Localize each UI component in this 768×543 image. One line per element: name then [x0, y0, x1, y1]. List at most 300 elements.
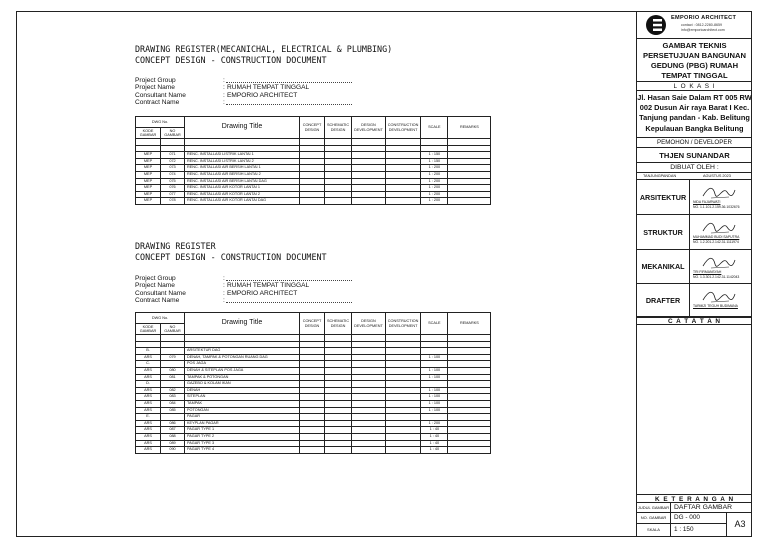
empty-cell — [448, 341, 491, 348]
kode-cell: ARS — [136, 354, 161, 361]
title-cell: RENC. INSTALLASI LISTRIK LANTAI 1 — [185, 152, 300, 159]
no-gambar-header: NO GAMBAR — [161, 324, 185, 335]
table-row — [136, 152, 491, 159]
title-cell: TAMPAK — [185, 400, 300, 407]
no-cell: 082 — [161, 387, 185, 394]
no-cell — [161, 414, 185, 421]
concept-cell — [300, 433, 325, 440]
remarks-cell — [448, 420, 491, 427]
title-cell: GAZEBO & KOLAM IKAN — [185, 381, 300, 388]
kode-cell: MEP — [136, 191, 161, 198]
judul-row — [637, 503, 752, 513]
kode-cell: ARS — [136, 433, 161, 440]
construction-dev-cell — [385, 387, 421, 394]
concept-cell — [300, 394, 325, 401]
title-cell: TAMPAK & POTONGAN — [185, 374, 300, 381]
judul-label: JUDUL GAMBAR — [637, 503, 671, 513]
signatory-reg: NO. 1.1.101.2.159.36.1032676 — [693, 205, 740, 209]
no-cell — [161, 381, 185, 388]
design-dev-cell — [352, 440, 386, 447]
design-dev-cell — [352, 185, 386, 192]
register2-title — [135, 241, 327, 263]
schematic-cell — [325, 414, 352, 421]
concept-cell — [300, 361, 325, 368]
remarks-cell — [448, 407, 491, 414]
schematic-cell — [325, 374, 352, 381]
scale-cell: 1 : 100 — [421, 394, 448, 401]
empty-cell — [421, 341, 448, 348]
concept-cell — [300, 158, 325, 165]
colon: : — [223, 84, 225, 92]
dotted-line — [226, 104, 352, 105]
scale-cell: 1 : 200 — [421, 191, 448, 198]
title-cell: PAGAR — [185, 414, 300, 421]
schematic-design-header: SCHEMATIC DESIGN — [325, 313, 352, 335]
lokasi-label: L O K A S I — [637, 82, 752, 91]
design-dev-cell — [352, 152, 386, 159]
title-cell: DENAH & SITEPLAN POS JAGA — [185, 367, 300, 374]
kode-cell: MEP — [136, 158, 161, 165]
scale-cell: 1 : 100 — [421, 354, 448, 361]
table-row — [136, 407, 491, 414]
empty-cell — [325, 341, 352, 348]
firm-email: info@emporioarchitect.com — [681, 28, 725, 32]
keterangan-label: K E T E R A N G A N — [637, 494, 752, 503]
table-row — [136, 420, 491, 427]
construction-dev-cell — [385, 433, 421, 440]
concept-cell — [300, 185, 325, 192]
judul-value: DAFTAR GAMBAR — [674, 504, 733, 511]
title-cell: RENC. INSTALLASI AIR KOTOR LANTAI 2 — [185, 191, 300, 198]
kode-cell: D. — [136, 381, 161, 388]
remarks-cell — [448, 367, 491, 374]
construction-dev-cell — [385, 407, 421, 414]
project-name-value: RUMAH TEMPAT TINGGAL — [227, 282, 310, 290]
scale-cell: 1 : 150 — [421, 152, 448, 159]
no-cell: 088 — [161, 433, 185, 440]
empty-cell — [352, 145, 386, 152]
scale-cell: 1 : 100 — [421, 387, 448, 394]
signatory-reg: NO. 1.3.301.2.142.31.1142043 — [693, 275, 740, 279]
no-cell: 085 — [161, 407, 185, 414]
concept-cell — [300, 414, 325, 421]
consultant-name-label: Consultant Name — [135, 91, 186, 99]
schematic-cell — [325, 361, 352, 368]
scale-cell: 1 : 200 — [421, 178, 448, 185]
scale-cell: 1 : 100 — [421, 407, 448, 414]
place: TANJUNGPANDAN — [643, 174, 677, 178]
table-row — [136, 400, 491, 407]
remarks-cell — [448, 354, 491, 361]
signatory-name: TRI FIRMANSYAH — [693, 270, 722, 274]
design-dev-cell — [352, 400, 386, 407]
skala-value: 1 : 150 — [674, 526, 694, 533]
empty-cell — [352, 139, 386, 146]
remarks-cell — [448, 394, 491, 401]
schematic-cell — [325, 387, 352, 394]
kode-cell: ARS — [136, 400, 161, 407]
remarks-cell — [448, 387, 491, 394]
kode-cell: E. — [136, 414, 161, 421]
construction-dev-cell — [385, 198, 421, 205]
empty-cell — [161, 139, 185, 146]
section-row — [136, 361, 491, 368]
signatory-name: MUHAMMAD BUDI SAPUTRA — [693, 235, 740, 239]
construction-dev-cell — [385, 158, 421, 165]
schematic-cell — [325, 427, 352, 434]
table-row — [136, 367, 491, 374]
concept-cell — [300, 171, 325, 178]
title-cell: PAGAR TYPE 3 — [185, 440, 300, 447]
scale-cell: 1 : 200 — [421, 171, 448, 178]
signatory-row — [637, 250, 752, 284]
schematic-cell — [325, 191, 352, 198]
no-cell: 080 — [161, 367, 185, 374]
emporio-logo-icon — [645, 14, 667, 36]
construction-dev-cell — [385, 400, 421, 407]
schematic-cell — [325, 158, 352, 165]
scale-cell: 1 : 40 — [421, 433, 448, 440]
construction-dev-cell — [385, 440, 421, 447]
table-row — [136, 374, 491, 381]
construction-dev-cell — [385, 394, 421, 401]
no-cell: 081 — [161, 374, 185, 381]
empty-cell — [185, 335, 300, 342]
remarks-cell — [448, 400, 491, 407]
concept-cell — [300, 420, 325, 427]
construction-dev-cell — [385, 354, 421, 361]
empty-cell — [385, 341, 421, 348]
construction-development-header: CONSTRUCTION DEVELOPMENT — [385, 313, 421, 335]
scale-cell: 1 : 100 — [421, 400, 448, 407]
project-group-label: Project Group — [135, 77, 176, 84]
title-cell: RENC. INSTALLASI AIR BERSIH LANTAI 2 — [185, 171, 300, 178]
kode-gambar-header: KODE GAMBAR — [136, 128, 161, 139]
scale-cell — [421, 348, 448, 355]
design-dev-cell — [352, 387, 386, 394]
schematic-cell — [325, 152, 352, 159]
table-row — [136, 178, 491, 185]
design-dev-cell — [352, 178, 386, 185]
design-dev-cell — [352, 433, 386, 440]
no-cell: 090 — [161, 447, 185, 454]
scale-cell: 1 : 200 — [421, 165, 448, 172]
title-cell: ARSITEKTUR DAG — [185, 348, 300, 355]
construction-dev-cell — [385, 152, 421, 159]
contract-name-label: Contract Name — [135, 99, 180, 107]
design-development-header: DESIGN DEVELOPMENT — [352, 117, 386, 139]
scale-cell: 1 : 200 — [421, 420, 448, 427]
concept-design-header: CONCEPT DESIGN — [300, 117, 325, 139]
signatory-reg: NO. 1.2.201.2.142.31.1111974 — [693, 240, 739, 244]
design-dev-cell — [352, 361, 386, 368]
register1-title-line1: DRAWING REGISTER(MECANICHAL, ELECTRICAL & PLUMBING) — [135, 44, 393, 54]
scale-cell — [421, 361, 448, 368]
title-cell: RENC. INSTALLASI AIR BERSIH LANTAI 1 — [185, 165, 300, 172]
kode-cell: ARS — [136, 420, 161, 427]
schematic-design-header: SCHEMATIC DESIGN — [325, 117, 352, 139]
colon: : — [223, 289, 225, 297]
scale-cell: 1 : 100 — [421, 367, 448, 374]
no-gambar-label: NO. GAMBAR — [637, 513, 671, 524]
schematic-cell — [325, 433, 352, 440]
remarks-cell — [448, 178, 491, 185]
blank-row — [136, 335, 491, 342]
date: AGUSTUS 2023 — [703, 174, 731, 178]
concept-cell — [300, 198, 325, 205]
skala-label: SKALA — [637, 524, 671, 536]
empty-cell — [161, 335, 185, 342]
kode-cell: B. — [136, 348, 161, 355]
table-row — [136, 191, 491, 198]
design-dev-cell — [352, 198, 386, 205]
scale-header: SCALE — [421, 313, 448, 335]
remarks-header: REMARKS — [448, 117, 491, 139]
empty-cell — [385, 139, 421, 146]
colon: : — [223, 297, 225, 305]
table-row — [136, 447, 491, 454]
dotted-line — [226, 302, 352, 303]
drawing-title-header: Drawing Title — [185, 313, 300, 335]
no-cell: 076 — [161, 185, 185, 192]
empty-cell — [385, 335, 421, 342]
construction-development-header: CONSTRUCTION DEVELOPMENT — [385, 117, 421, 139]
empty-cell — [185, 139, 300, 146]
scale-cell: 1 : 100 — [421, 374, 448, 381]
title-block — [636, 12, 752, 536]
design-dev-cell — [352, 348, 386, 355]
register-area — [17, 12, 636, 536]
section-row — [136, 414, 491, 421]
construction-dev-cell — [385, 381, 421, 388]
design-dev-cell — [352, 407, 386, 414]
empty-cell — [421, 335, 448, 342]
register1-title — [135, 44, 392, 66]
design-dev-cell — [352, 427, 386, 434]
construction-dev-cell — [385, 361, 421, 368]
project-name-value: RUMAH TEMPAT TINGGAL — [227, 84, 310, 92]
schematic-cell — [325, 354, 352, 361]
colon: : — [223, 91, 225, 99]
no-gambar-value: DG - 000 — [674, 514, 700, 521]
title-cell: KEYPLAN PAGAR — [185, 420, 300, 427]
signatory-row — [637, 215, 752, 250]
schematic-cell — [325, 198, 352, 205]
schematic-cell — [325, 185, 352, 192]
no-cell: 084 — [161, 400, 185, 407]
place-date-row — [637, 173, 752, 180]
register2-title-line2: CONCEPT DESIGN - CONSTRUCTION DOCUMENT — [135, 252, 327, 262]
dwg-no-header: DWG No. — [136, 117, 185, 128]
remarks-cell — [448, 185, 491, 192]
consultant-name-label: Consultant Name — [135, 289, 186, 297]
no-cell: 075 — [161, 178, 185, 185]
consultant-name-value: EMPORIO ARCHITECT — [227, 289, 298, 297]
remarks-cell — [448, 381, 491, 388]
signature-icon — [701, 184, 737, 200]
schematic-cell — [325, 178, 352, 185]
role-label: DRAFTER — [637, 284, 690, 316]
empty-cell — [352, 341, 386, 348]
empty-cell — [448, 139, 491, 146]
role-label: STRUKTUR — [637, 215, 690, 249]
design-dev-cell — [352, 354, 386, 361]
drawing-purpose-title: GAMBAR TEKNIS PERSETUJUAN BANGUNAN GEDUNG (PBG) RUMAH TEMPAT TINGGAL — [637, 39, 752, 82]
kode-cell: ARS — [136, 440, 161, 447]
empty-cell — [136, 139, 161, 146]
no-cell: 071 — [161, 152, 185, 159]
remarks-cell — [448, 361, 491, 368]
no-cell: 072 — [161, 158, 185, 165]
design-dev-cell — [352, 381, 386, 388]
remarks-cell — [448, 427, 491, 434]
remarks-cell — [448, 348, 491, 355]
drawing-sheet — [16, 11, 752, 537]
concept-cell — [300, 400, 325, 407]
empty-cell — [352, 335, 386, 342]
design-dev-cell — [352, 414, 386, 421]
kode-cell: MEP — [136, 171, 161, 178]
role-label: MEKANIKAL — [637, 250, 690, 283]
scale-cell: 1 : 40 — [421, 427, 448, 434]
design-dev-cell — [352, 374, 386, 381]
section-row — [136, 348, 491, 355]
design-dev-cell — [352, 367, 386, 374]
title-cell: DENAH — [185, 387, 300, 394]
remarks-cell — [448, 440, 491, 447]
kode-cell: MEP — [136, 152, 161, 159]
owner-name: THJEN SUNANDAR — [637, 148, 752, 163]
firm-name: EMPORIO ARCHITECT — [671, 15, 737, 21]
construction-dev-cell — [385, 178, 421, 185]
remarks-cell — [448, 414, 491, 421]
scale-cell: 1 : 40 — [421, 447, 448, 454]
construction-dev-cell — [385, 348, 421, 355]
signature-icon — [701, 254, 737, 270]
no-cell: 089 — [161, 440, 185, 447]
schematic-cell — [325, 447, 352, 454]
no-cell: 079 — [161, 354, 185, 361]
concept-cell — [300, 354, 325, 361]
signatory-name: TARMIZI TEGUH BUDIMANA — [693, 304, 738, 308]
table-row — [136, 354, 491, 361]
remarks-cell — [448, 158, 491, 165]
kode-cell: ARS — [136, 387, 161, 394]
no-cell: 074 — [161, 171, 185, 178]
contract-name-label: Contract Name — [135, 297, 180, 305]
kode-cell: ARS — [136, 374, 161, 381]
design-dev-cell — [352, 447, 386, 454]
construction-dev-cell — [385, 171, 421, 178]
title-cell: RENC. INSTALLASI AIR KOTOR LANTAI 1 — [185, 185, 300, 192]
project-name-label: Project Name — [135, 282, 175, 290]
remarks-cell — [448, 171, 491, 178]
title-cell: RENC. INSTALLASI AIR KOTOR LANTAI DAG — [185, 198, 300, 205]
construction-dev-cell — [385, 427, 421, 434]
construction-dev-cell — [385, 414, 421, 421]
concept-cell — [300, 348, 325, 355]
empty-cell — [448, 335, 491, 342]
empty-cell — [161, 145, 185, 152]
register1-table — [135, 116, 491, 205]
title-cell: DENAH, TAMPAK & POTONGAN RUANG DAG — [185, 354, 300, 361]
table-row — [136, 171, 491, 178]
no-cell: 086 — [161, 420, 185, 427]
number-scale-block — [637, 513, 752, 536]
concept-cell — [300, 191, 325, 198]
title-cell: PAGAR TYPE 2 — [185, 433, 300, 440]
concept-cell — [300, 165, 325, 172]
empty-cell — [161, 341, 185, 348]
catatan-label: C A T A T A N — [637, 317, 752, 325]
design-dev-cell — [352, 158, 386, 165]
table-row — [136, 185, 491, 192]
signatory-name: NIDA FAJARWATI — [693, 200, 721, 204]
design-dev-cell — [352, 420, 386, 427]
project-address: Jl. Hasan Saie Dalam RT 005 RW 002 Dusun Air raya Barat I Kec. Tanjung pandan - Kab. Belitung Kepulauan Bangka Belitung — [637, 91, 752, 138]
dotted-line — [226, 82, 352, 83]
empty-cell — [421, 139, 448, 146]
empty-cell — [300, 145, 325, 152]
title-cell: PAGAR TYPE 1 — [185, 427, 300, 434]
firm-header — [637, 12, 752, 39]
construction-dev-cell — [385, 447, 421, 454]
design-dev-cell — [352, 394, 386, 401]
no-cell: 087 — [161, 427, 185, 434]
no-cell: 077 — [161, 191, 185, 198]
kode-cell: ARS — [136, 427, 161, 434]
empty-cell — [325, 139, 352, 146]
empty-cell — [136, 145, 161, 152]
role-label: ARSITEKTUR — [637, 180, 690, 214]
kode-cell: C. — [136, 361, 161, 368]
kode-cell: ARS — [136, 407, 161, 414]
remarks-cell — [448, 374, 491, 381]
schematic-cell — [325, 348, 352, 355]
dotted-line — [226, 280, 352, 281]
schematic-cell — [325, 165, 352, 172]
empty-cell — [185, 145, 300, 152]
table-row — [136, 165, 491, 172]
register2-title-line1: DRAWING REGISTER — [135, 241, 216, 251]
title-cell: POTONGAN — [185, 407, 300, 414]
blank-row — [136, 341, 491, 348]
no-gambar-header: NO GAMBAR — [161, 128, 185, 139]
schematic-cell — [325, 171, 352, 178]
kode-cell: MEP — [136, 198, 161, 205]
table-row — [136, 440, 491, 447]
concept-cell — [300, 440, 325, 447]
firm-contact: contact : 0812-2280-8659 — [681, 23, 722, 27]
remarks-header: REMARKS — [448, 313, 491, 335]
empty-cell — [300, 341, 325, 348]
schematic-cell — [325, 394, 352, 401]
section-row — [136, 381, 491, 388]
concept-cell — [300, 178, 325, 185]
signature-icon — [701, 219, 737, 235]
table-row — [136, 427, 491, 434]
schematic-cell — [325, 400, 352, 407]
signature-icon — [701, 288, 737, 304]
concept-cell — [300, 381, 325, 388]
concept-cell — [300, 407, 325, 414]
kode-cell: ARS — [136, 367, 161, 374]
kode-cell: MEP — [136, 165, 161, 172]
concept-design-header: CONCEPT DESIGN — [300, 313, 325, 335]
no-cell — [161, 348, 185, 355]
colon: : — [223, 99, 225, 107]
schematic-cell — [325, 420, 352, 427]
